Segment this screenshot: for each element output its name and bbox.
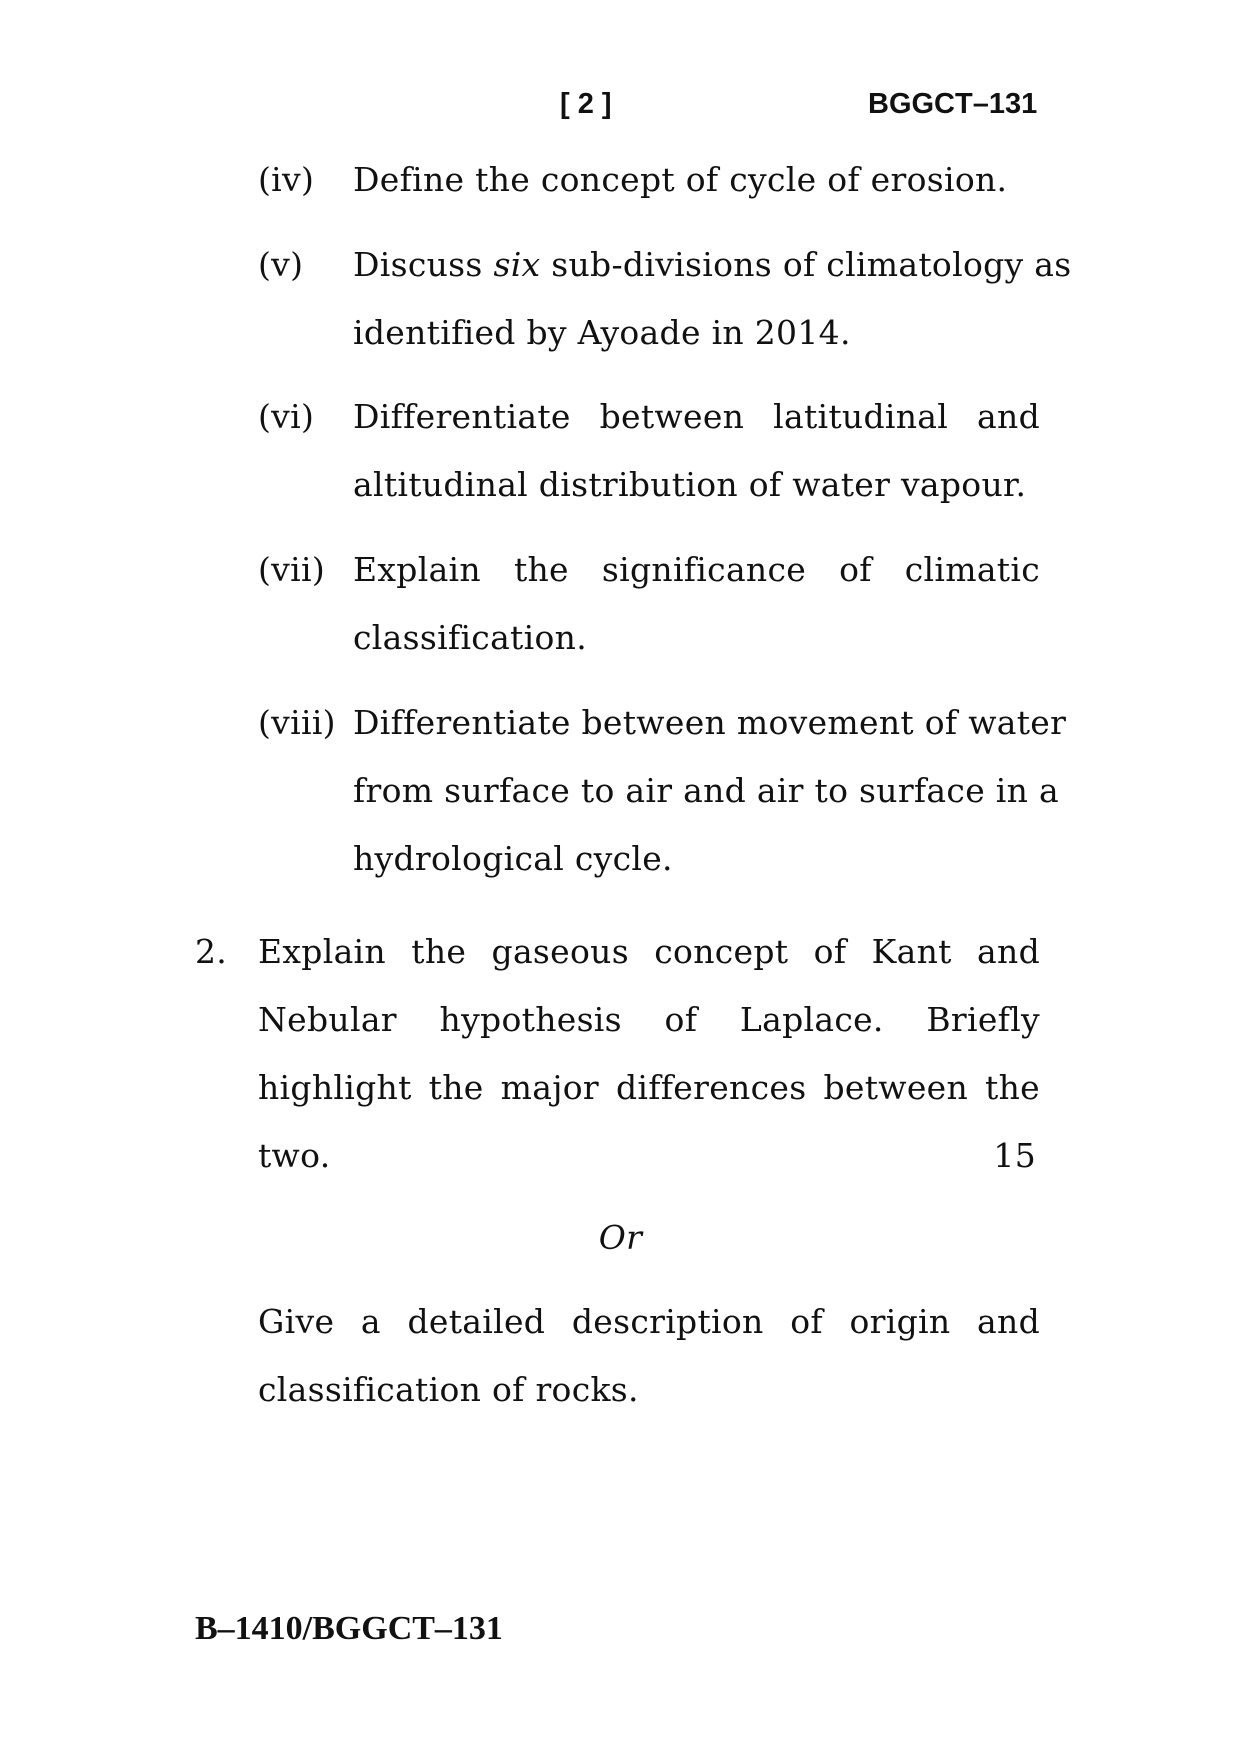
question-number: 2. [195, 932, 228, 971]
marks: 15 [993, 1136, 1036, 1175]
subquestion-text: altitudinal distribution of water vapour. [353, 465, 1027, 504]
question-text: two. [258, 1136, 331, 1175]
question-text: Explain the gaseous concept of Kant and [258, 932, 1040, 971]
subquestion-text: Define the concept of cycle of erosion. [353, 160, 1008, 199]
subquestion-number: (vi) [258, 397, 315, 436]
subquestion-number: (viii) [258, 703, 336, 742]
or-separator: Or [598, 1218, 643, 1257]
subquestion-text: identified by Ayoade in 2014. [353, 313, 851, 352]
question-text: Nebular hypothesis of Laplace. Briefly [258, 1000, 1040, 1039]
alternative-question-text: classification of rocks. [258, 1370, 639, 1409]
subquestion-number: (v) [258, 245, 304, 284]
page-number: [ 2 ] [560, 88, 612, 120]
subquestion-text: Differentiate between latitudinal and [353, 397, 1040, 436]
alternative-question-text: Give a detailed description of origin and [258, 1302, 1040, 1341]
text-run: Discuss [353, 245, 494, 284]
question-text: highlight the major differences between the [258, 1068, 1040, 1107]
subquestion-text: from surface to air and air to surface in a [353, 771, 1059, 810]
subquestion-text: hydrological cycle. [353, 839, 673, 878]
subquestion-text [353, 245, 1072, 284]
text-run: sub-divisions of climatology as [540, 245, 1072, 284]
subquestion-text: classification. [353, 618, 587, 657]
subquestion-text: Differentiate between movement of water [353, 703, 1067, 742]
footer-code: B–1410/BGGCT–131 [195, 1610, 503, 1647]
subquestion-number: (iv) [258, 160, 315, 199]
course-code-header: BGGCT–131 [868, 88, 1038, 120]
emphasis-text: six [493, 245, 541, 284]
subquestion-text: Explain the significance of climatic [353, 550, 1040, 589]
subquestion-number: (vii) [258, 550, 326, 589]
